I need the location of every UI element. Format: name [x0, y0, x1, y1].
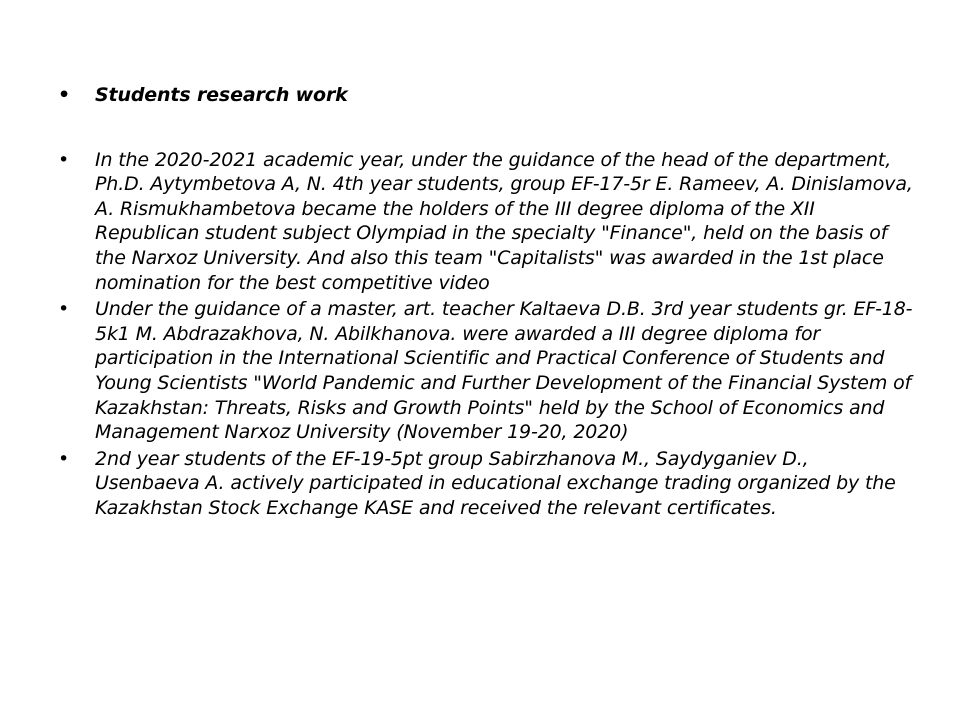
section-heading-text: Students research work — [95, 84, 348, 106]
bullet-dot: • — [58, 84, 70, 106]
bullet-item-conference — [58, 297, 918, 445]
bullet-text-olympiad: In the 2020-2021 academic year, under the guidance of the head of the department, Ph.D. Aytymbetova A, N. 4th year students, group EF-17-5r E. Rameev, A. Dinislamova, A. Rismukhambetova became the holders of the III degree diploma of the XII Republican student subject Olympiad in the specialty "Finance", held on the basis of the Narxoz University. And also this team "Capitalists" was awarded in the 1st place nomination for the best competitive video — [95, 148, 913, 294]
bullet-item-exchange-trading — [58, 447, 918, 521]
bullet-text-exchange-trading: 2nd year students of the EF-19-5pt group Sabirzhanova M., Saydyganiev D., Usenbaeva A. actively participated in educational exchange trading organized by the Kazakhstan Stock Exchange KASE and received the relevant certificates. — [95, 447, 896, 519]
bullet-dot: • — [58, 148, 70, 171]
bullet-dot: • — [58, 298, 70, 321]
bullet-dot: • — [58, 447, 70, 470]
bullet-item-olympiad — [58, 148, 918, 296]
section-heading — [58, 83, 918, 108]
bullet-text-conference: Under the guidance of a master, art. teacher Kaltaeva D.B. 3rd year students gr. EF-18-5k1 M. Abdrazakhova, N. Abilkhanova. were awarded a III degree diploma for participation in the International Scientific and Practical Conference of Students and Young Scientists "World Pandemic and Further Development of the Financial System of Kazakhstan: Threats, Risks and Growth Points" held by the School of Economics and Management Narxoz University (November 19-20, 2020) — [95, 298, 913, 444]
bullet-list — [58, 83, 918, 523]
